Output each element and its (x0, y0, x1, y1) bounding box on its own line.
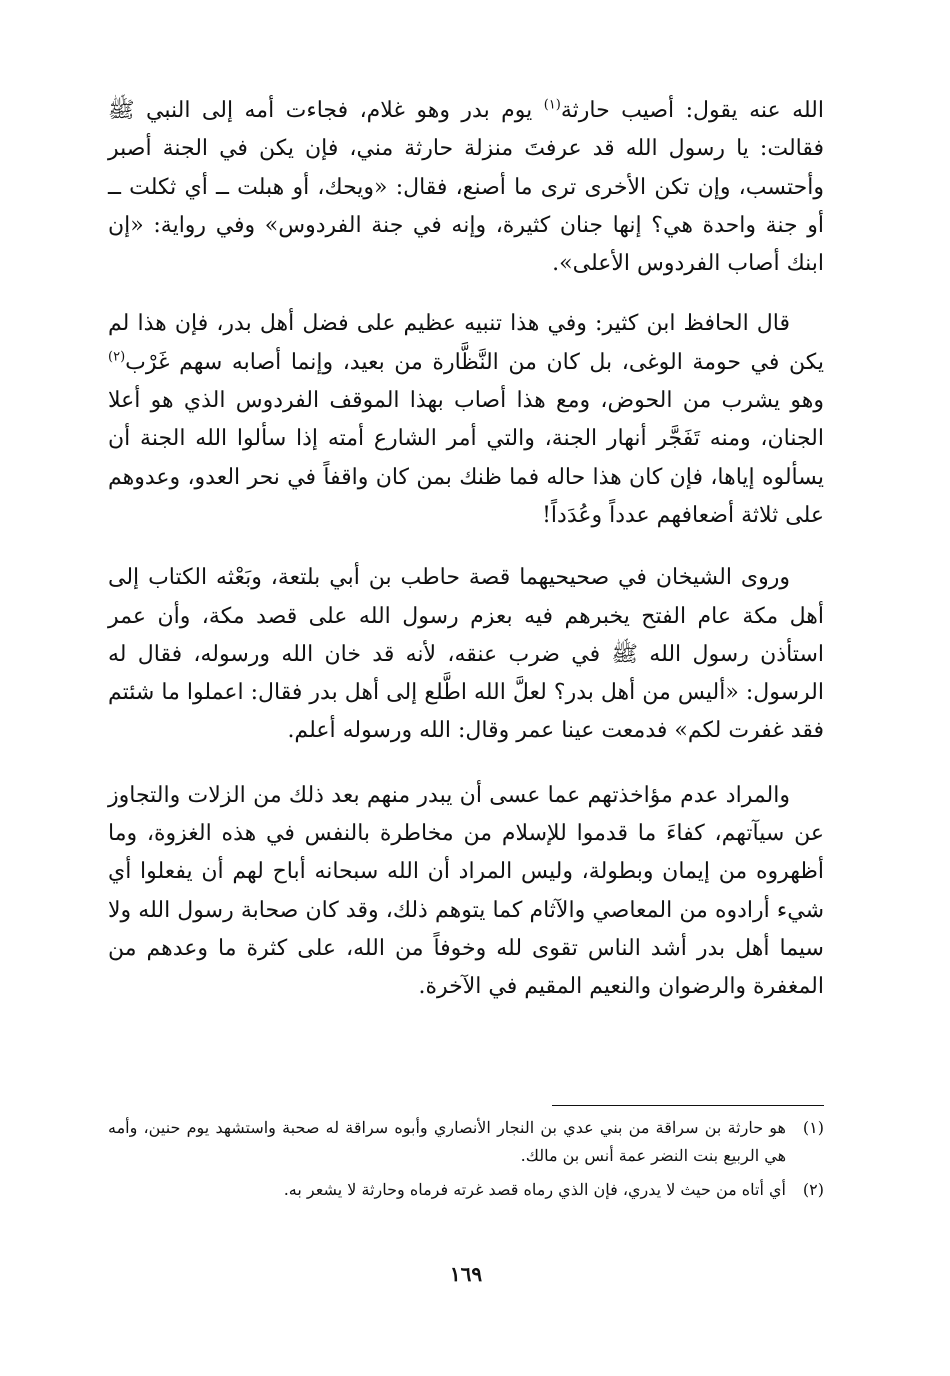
footnote-number: (٢) (802, 1180, 824, 1199)
book-page (108, 92, 824, 1292)
paragraph-text: يوم بدر وهو غلام، فجاءت أمه إلى النبي ﷺ فقالت: يا رسول الله قد عرفتَ منزلة حارثة مني، فإن يكن في الجنة أصبر وأحتسب، وإن تكن الأخرى ترى ما أصنع، فقال: «ويحك، أو هبلت ــ أي ثكلت ــ أو جنة واحدة هي؟ إنها جنان كثيرة، وإنه في جنة الفردوس» وفي رواية: «إن ابنك أصاب الفردوس الأعلى». (108, 98, 825, 277)
paragraph-meaning: والمراد عدم مؤاخذتهم عما عسى أن يبدر منهم بعد ذلك من الزلات والتجاوز عن سيآتهم، كفاءَ ما قدموا للإسلام من مخاطرة بالنفس في هذه الغزوة، وما أظهروه من إيمان وبطولة، وليس المراد أن الله سبحانه أباح لهم أن يفعلوا أي شيء أرادوه من المعاصي والآثام كما يتوهم ذلك، وقد كان صحابة رسول الله ولا سيما أهل بدر أشد الناس تقوى لله وخوفاً من الله، على كثرة ما وعدهم من المغفرة والرضوان والنعيم المقيم في الآخرة. (108, 782, 824, 1000)
footnote-text: أي أتاه من حيث لا يدري، فإن الذي رماه قصد غرته فرماه وحارثة لا يشعر به. (283, 1180, 786, 1199)
paragraph-hatib: وروى الشيخان في صحيحيهما قصة حاطب بن أبي بلتعة، وبَعْثه الكتاب إلى أهل مكة عام الفتح يخبرهم فيه بعزم رسول الله على قصد مكة، وأن عمر استأذن رسول الله ﷺ في ضرب عنقه، لأنه قد خان الله ورسوله، فقال له الرسول: «أليس من أهل بدر؟ لعلَّ الله اطَّلع إلى أهل بدر فقال: اعملوا ما شئتم فقد غفرت لكم» فدمعت عينا عمر وقال: الله ورسوله أعلم. (108, 565, 824, 744)
page-number: ١٦٩ (449, 1262, 483, 1286)
footnote-ref-1[interactable]: (١) (543, 97, 561, 113)
footnote-ref-2[interactable]: (٢) (108, 349, 126, 365)
footnote-1 (108, 1114, 824, 1170)
footnote-text: هو حارثة بن سراقة من بني عدي بن النجار الأنصاري وأبوه سراقة له صحبة واستشهد يوم حنين، وأمه هي الربيع بنت النضر عمة أنس بن مالك. (108, 1118, 786, 1165)
paragraph-ibn-kathir (108, 305, 824, 535)
footnote-2 (108, 1176, 824, 1204)
footnotes-section (108, 1114, 824, 1210)
footnote-number: (١) (802, 1118, 824, 1137)
paragraph-text: الله عنه يقول: أصيب حارثة (560, 98, 824, 123)
paragraph-hadith-haritha (108, 92, 824, 283)
paragraph-text: وهو يشرب من الحوض، ومع هذا أصاب بهذا الموقف الفردوس الذي هو أعلا الجنان، ومنه تَفَجَّر أنهار الجنة، والتي أمر الشارع أمته إذا سألوا الله الجنة أن يسألوه إياها، فإن كان هذا حاله فما ظنك بمن كان واقفاً في نحر العدو، وعدوهم على ثلاثة أضعافهم عدداً وعُدَداً! (108, 388, 824, 528)
footnote-divider (552, 1105, 824, 1106)
paragraph-text: قال الحافظ ابن كثير: وفي هذا تنبيه عظيم على فضل أهل بدر، فإن هذا لم يكن في حومة الوغى، بل كان من النَّظَّارة من بعيد، وإنما أصابه سهم غَرْب (108, 311, 824, 375)
